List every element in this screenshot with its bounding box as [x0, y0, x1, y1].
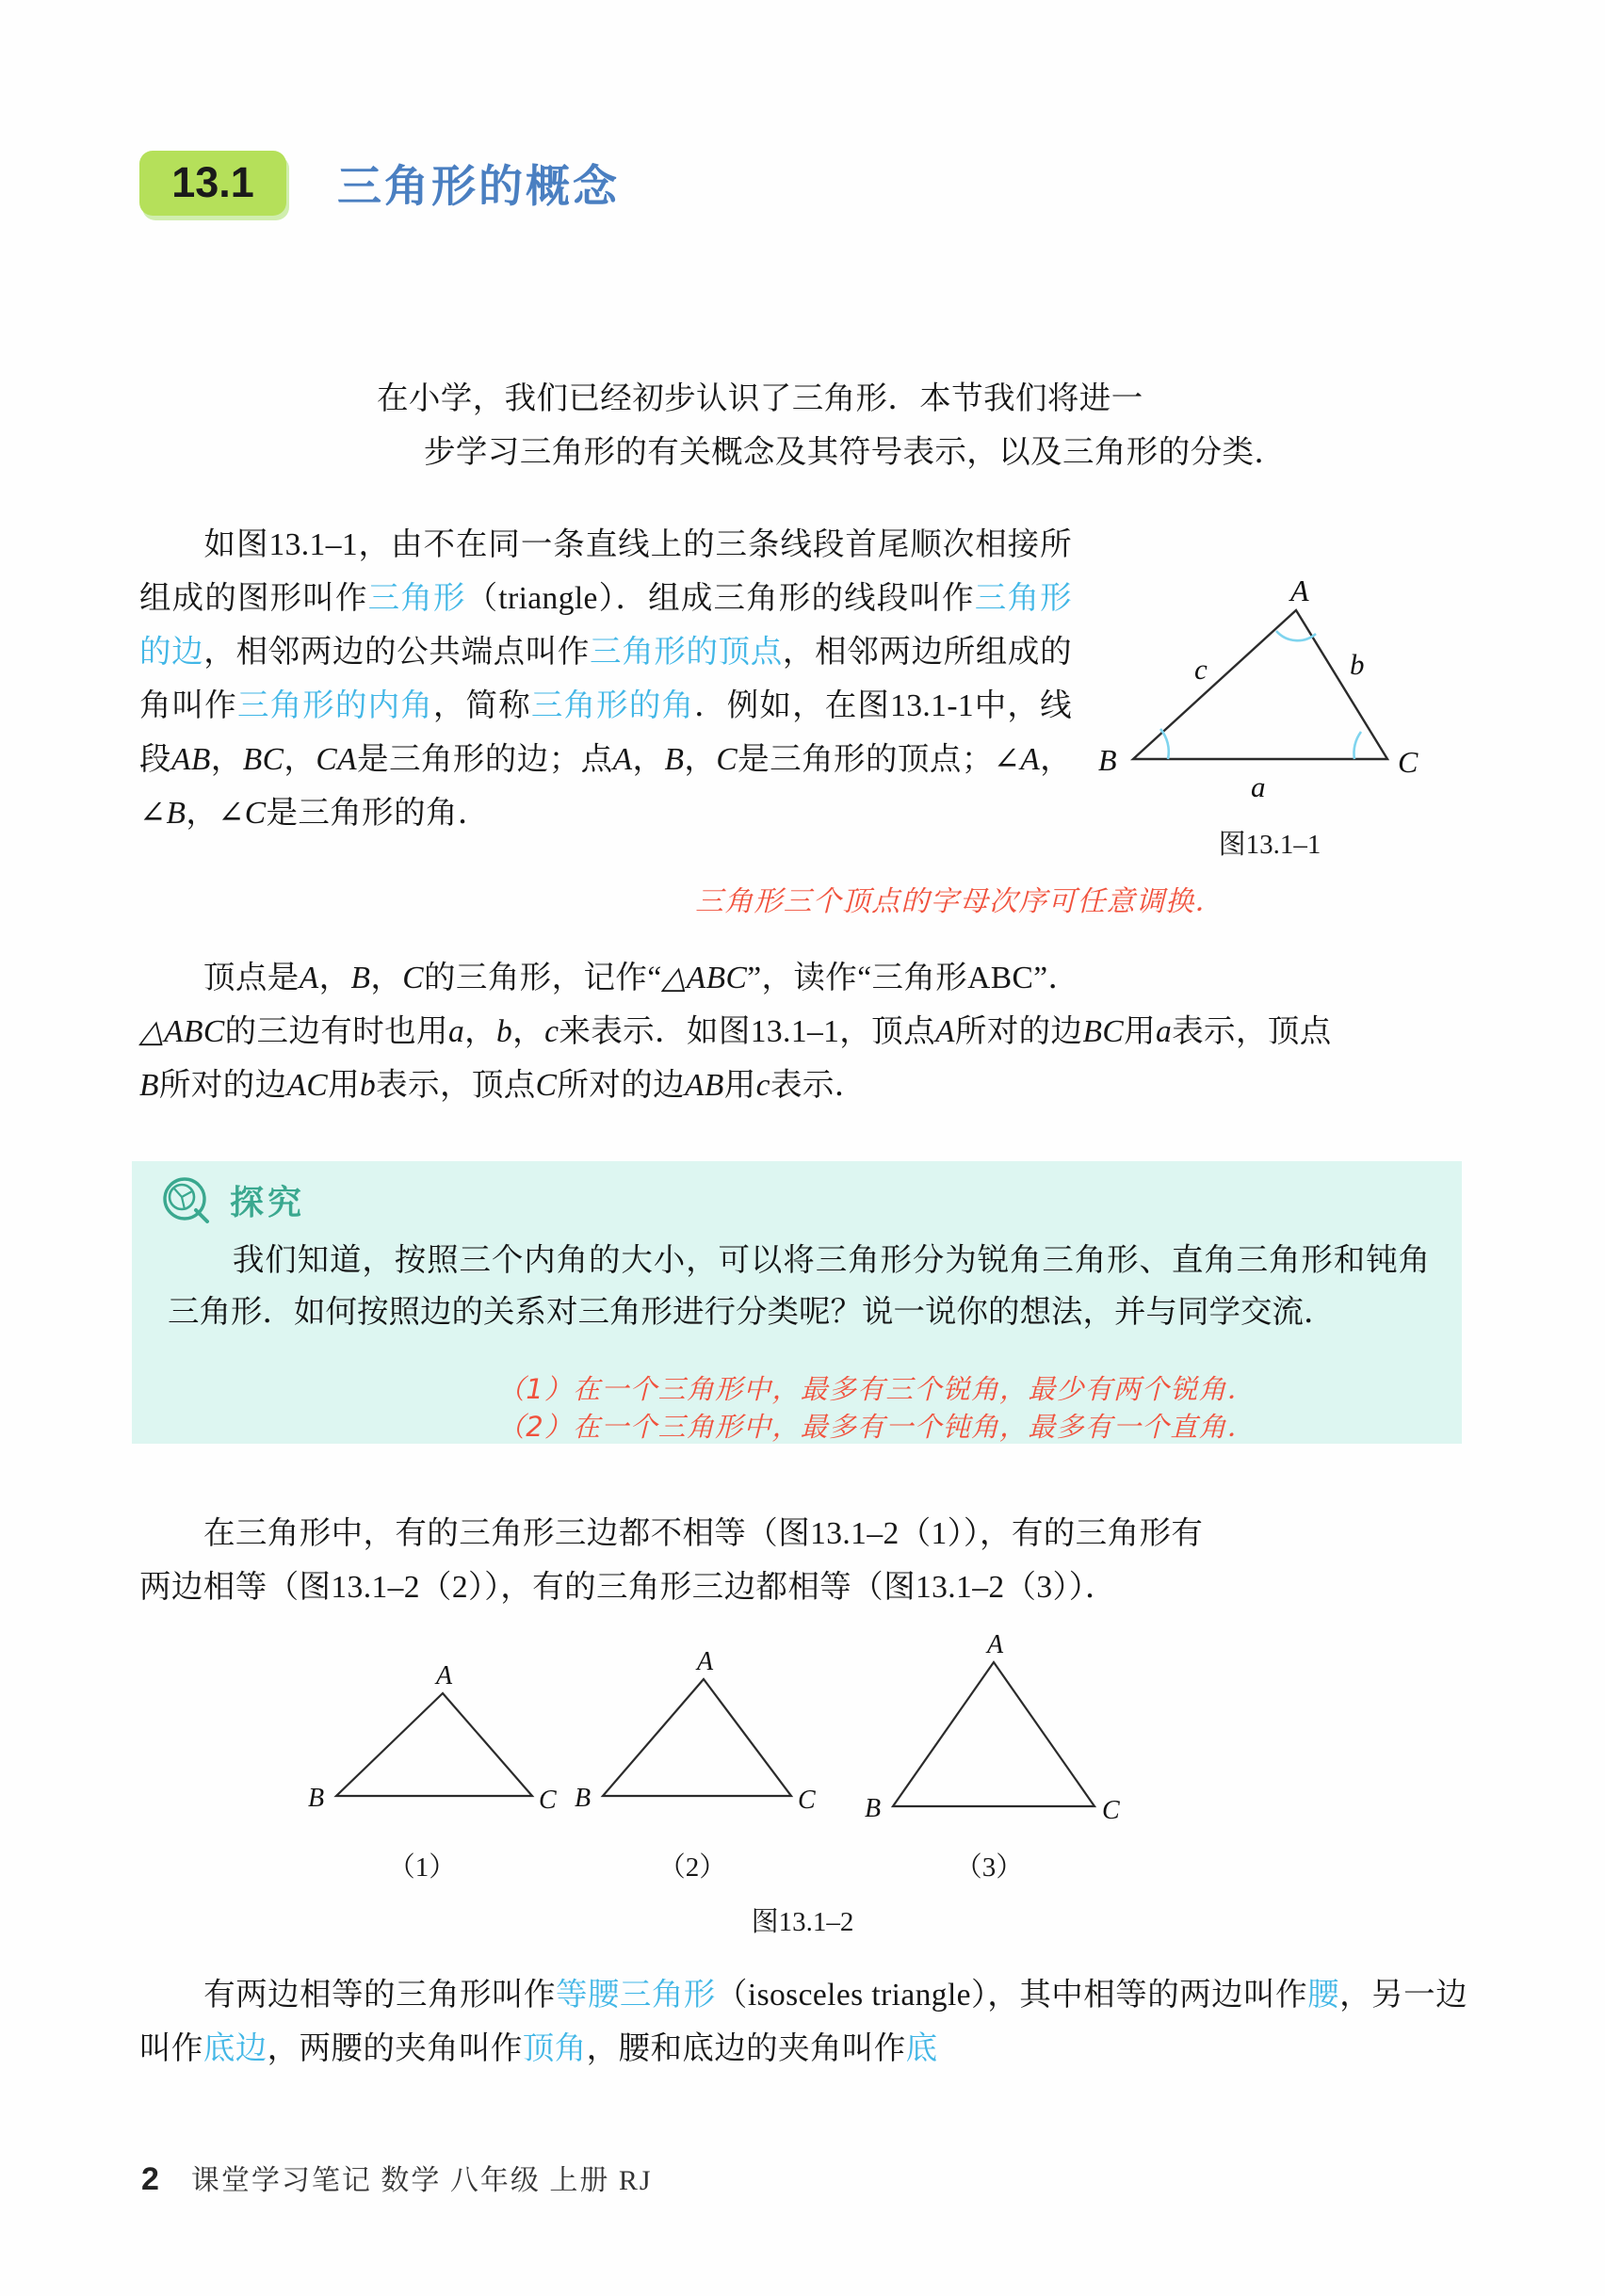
definition-seg-6: ．例如，在图13.1-1中，线段 [139, 688, 1072, 777]
math-c: c [544, 1014, 559, 1049]
intro-line-1: 在小学，我们已经初步认识了三角形．本节我们将进一 [377, 381, 1143, 416]
term-triangle: 三角形 [367, 581, 466, 616]
notation-l2-a: 的三边有时也用 [224, 1014, 448, 1049]
term-triangle-vertex: 三角形的顶点 [590, 635, 783, 670]
notation-l3-c: 表示，顶点 [376, 1068, 536, 1103]
math-point-C: C [716, 742, 738, 777]
notation-seg-a: 顶点是 [203, 961, 300, 995]
triangle-isosceles-diagram [551, 1641, 862, 1830]
triangle-outline-1 [336, 1693, 532, 1796]
triangle-abc-diagram [1081, 561, 1458, 820]
math-vertex-C: C [535, 1068, 558, 1103]
math-vertex-A: A [934, 1014, 955, 1049]
math-side-AC: AC [286, 1068, 329, 1103]
term-base-angle-partial: 底 [905, 2031, 938, 2066]
iso-seg-1: 有两边相等的三角形叫作 [203, 1978, 556, 2013]
notation-l3-d: 所对的边 [557, 1068, 686, 1103]
isosceles-paragraph [139, 1968, 1467, 2076]
math-AB: AB [170, 742, 211, 777]
term-interior-angle: 三角形的内角 [236, 688, 433, 723]
triangle-outline-2 [603, 1679, 791, 1796]
notation-l2-f: 用 [1124, 1014, 1156, 1049]
explore-title: 探究 [230, 1183, 306, 1222]
math-c-2: c [755, 1068, 770, 1103]
math-B: B [350, 961, 371, 995]
label-2-vertex-C: C [798, 1786, 816, 1815]
definition-seg-2: （triangle）．组成三角形的线段叫作 [465, 581, 975, 616]
math-a: a [447, 1014, 465, 1049]
notation-l3-e: 用 [723, 1068, 756, 1103]
math-angle-A: A [1020, 742, 1041, 777]
math-triangle-abc: △ABC [661, 961, 748, 995]
notation-seg-f: ”． [1033, 961, 1080, 995]
triangle-outline-3 [893, 1662, 1094, 1806]
footer-text: 课堂学习笔记 数学 八年级 上册 RJ [190, 2165, 653, 2196]
definition-seg-7: ， [210, 742, 243, 777]
page-number: 2 [141, 2161, 159, 2197]
label-1-vertex-C: C [539, 1786, 557, 1815]
label-vertex-B: B [1098, 743, 1117, 777]
label-side-c: c [1194, 653, 1208, 686]
label-1-vertex-B: B [308, 1784, 325, 1813]
section-header [139, 151, 620, 216]
label-vertex-C: C [1398, 745, 1419, 779]
notation-l2-d: 来表示．如图13.1–1，顶点 [559, 1014, 935, 1049]
iso-seg-5: ，腰和底边的夹角叫作 [586, 2031, 906, 2066]
iso-seg-2: （isosceles triangle），其中相等的两边叫作 [715, 1978, 1308, 2013]
figure-2-label-3: （3） [954, 1852, 1024, 1883]
figure-2-caption: 图13.1–2 [751, 1907, 854, 1937]
notation-l2-sep2: ， [512, 1014, 545, 1049]
definition-paragraph [139, 518, 1072, 840]
definition-seg-12: 是三角形的顶点；∠ [738, 742, 1021, 777]
explore-header [160, 1174, 305, 1225]
math-side-BC: BC [1082, 1014, 1125, 1049]
classify-line-1: 在三角形中，有的三角形三边都不相等（图13.1–2（1）），有的三角形有 [203, 1516, 1204, 1551]
definition-seg-1: 如图13.1–1，由不在同一条直线上的三条线段首尾顺次相接所组成的图形叫作 [139, 527, 1072, 616]
notation-paragraph [139, 951, 1463, 1112]
triangle-equilateral-diagram [848, 1623, 1159, 1839]
figure-2-label-1: （1） [387, 1852, 457, 1883]
term-triangle-side: 三角形的边 [139, 581, 1073, 670]
handwriting-note-1: 三角形三个顶点的字母次序可任意调换． [695, 885, 1224, 918]
definition-seg-4: ，相邻两边所组成的角叫作 [139, 635, 1072, 723]
math-b: b [496, 1014, 513, 1049]
definition-seg-15: 是三角形的角． [266, 796, 490, 831]
math-b-2: b [360, 1068, 377, 1103]
classify-paragraph [139, 1507, 1463, 1614]
label-3-vertex-A: A [987, 1630, 1004, 1659]
math-CA: CA [316, 742, 357, 777]
definition-seg-3: ，相邻两边的公共端点叫作 [203, 635, 591, 670]
math-point-A: A [612, 742, 633, 777]
explore-body-span: 我们知道，按照三个内角的大小，可以将三角形分为锐角三角形、直角三角形和钝角三角形．如何按照边的关系对三角形进行分类呢？说一说你的想法，并与同学交流． [168, 1243, 1430, 1330]
notation-seg-e: ”，读作“ [747, 961, 872, 995]
label-2-vertex-B: B [575, 1784, 592, 1813]
math-point-B: B [664, 742, 685, 777]
figure-2-label-2: （2） [657, 1852, 727, 1883]
term-triangle-angle: 三角形的角 [530, 688, 695, 723]
notation-l2-g: 表示，顶点 [1172, 1014, 1332, 1049]
iso-seg-3: ，另一边叫作 [139, 1978, 1468, 2066]
math-vertex-B: B [139, 1068, 159, 1103]
math-C: C [402, 961, 425, 995]
iso-seg-4: ，两腰的夹角叫作 [267, 2031, 523, 2066]
notation-l3-a: 所对的边 [158, 1068, 287, 1103]
notation-l3-f: 表示． [770, 1068, 867, 1103]
magnifier-icon [160, 1174, 211, 1225]
figure-1-caption: 图13.1–1 [1218, 830, 1321, 860]
notation-l2-sep1: ， [464, 1014, 497, 1049]
section-number: 13.1 [171, 158, 254, 206]
notation-l3-b: 用 [328, 1068, 360, 1103]
triangle-scalene-diagram [283, 1648, 593, 1836]
label-side-b: b [1350, 648, 1365, 681]
page-footer [141, 2157, 653, 2198]
term-isosceles-triangle: 等腰三角形 [555, 1978, 716, 2013]
math-side-AB: AB [685, 1068, 724, 1103]
label-vertex-A: A [1290, 574, 1309, 607]
angle-arc-C [1354, 732, 1361, 759]
label-3-vertex-B: B [865, 1794, 882, 1823]
label-side-a: a [1251, 770, 1266, 803]
label-1-vertex-A: A [436, 1661, 453, 1690]
math-angle-B: B [166, 796, 186, 831]
intro-paragraph [377, 372, 1460, 479]
explore-handwriting-line-2: （2）在一个三角形中，最多有一个钝角，最多有一个直角． [497, 1411, 1256, 1443]
page-title: 三角形的概念 [337, 161, 620, 214]
definition-seg-9: 是三角形的边；点 [356, 742, 613, 777]
triangle-outline [1133, 610, 1387, 759]
definition-seg-14: ，∠ [186, 796, 245, 831]
explore-handwriting-group [497, 1370, 1256, 1446]
math-triangle-abc-2: △ABC [139, 1014, 225, 1049]
notation-sep-1: ， [318, 961, 351, 995]
math-BC: BC [242, 742, 284, 777]
notation-seg-d: 的三角形，记作“ [424, 961, 662, 995]
label-3-vertex-C: C [1102, 1796, 1120, 1825]
definition-seg-13: ，∠ [139, 742, 1073, 831]
figure-13-1-2 [283, 1630, 1243, 1916]
math-A: A [299, 961, 319, 995]
definition-seg-10: ， [632, 742, 665, 777]
figure-13-1-1 [1081, 561, 1458, 872]
label-2-vertex-A: A [697, 1647, 714, 1676]
math-a-2: a [1155, 1014, 1173, 1049]
classify-line-2: 两边相等（图13.1–2（2）），有的三角形三边都相等（图13.1–2（3））． [139, 1570, 1117, 1605]
explore-body-text [168, 1235, 1430, 1338]
notation-sep-2: ， [370, 961, 403, 995]
notation-read-abc: 三角形ABC [871, 961, 1034, 995]
term-leg: 腰 [1307, 1978, 1340, 2013]
notation-l2-e: 所对的边 [954, 1014, 1083, 1049]
math-angle-C: C [244, 796, 267, 831]
definition-seg-8: ， [284, 742, 316, 777]
intro-line-2: 步学习三角形的有关概念及其符号表示，以及三角形的分类． [424, 435, 1287, 470]
term-base: 底边 [203, 2031, 268, 2066]
definition-seg-5: ，简称 [432, 688, 531, 723]
term-apex-angle: 顶角 [522, 2031, 587, 2066]
section-number-badge [139, 151, 286, 216]
explore-handwriting-line-1: （1）在一个三角形中，最多有三个锐角，最少有两个锐角． [497, 1373, 1256, 1405]
definition-seg-11: ， [684, 742, 717, 777]
